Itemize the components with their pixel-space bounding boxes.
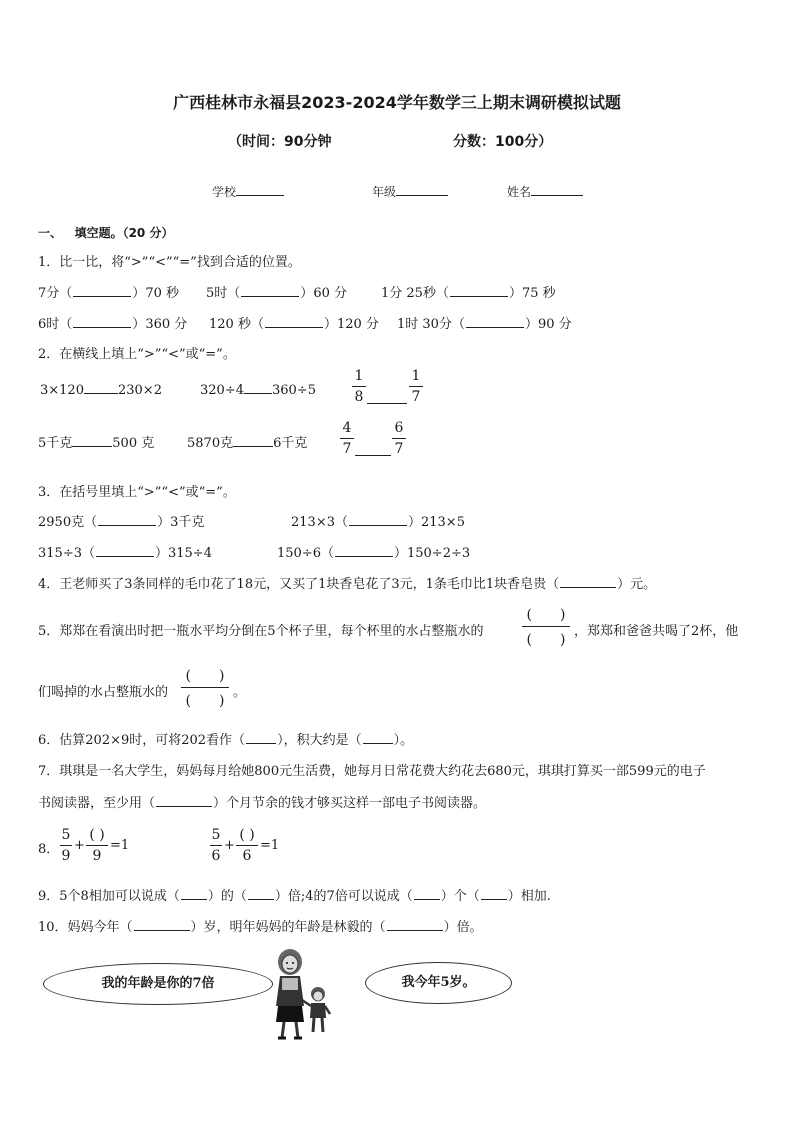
q2-prompt: 2．在横线上填上“>”“<”或“=”。 [38, 347, 236, 362]
answer-blank[interactable] [414, 887, 440, 900]
answer-blank[interactable] [363, 731, 393, 744]
grade-field[interactable]: 年级 [372, 183, 448, 200]
section-heading: 一、 填空题。（20 分） [38, 226, 174, 240]
answer-blank[interactable] [73, 284, 131, 297]
answer-blank[interactable] [73, 315, 131, 328]
speech-bubble-right: 我今年5岁。 [365, 962, 512, 1004]
answer-blank[interactable] [98, 513, 156, 526]
q9: 9．5个8相加可以说成（ ）的（ ）倍;4的7倍可以说成（ ）个（ ）相加. [38, 889, 551, 904]
answer-blank[interactable] [481, 887, 507, 900]
time-label: （时间：90分钟 [228, 134, 332, 150]
answer-blank[interactable] [96, 544, 154, 557]
name-field[interactable]: 姓名 [507, 183, 583, 200]
answer-blank[interactable] [156, 794, 212, 807]
fraction: 1 7 [409, 367, 423, 406]
answer-blank[interactable] [72, 433, 112, 447]
answer-blank[interactable] [349, 513, 407, 526]
q1-prompt: 1．比一比，将“>”“<”“=”找到合适的位置。 [38, 255, 301, 270]
q7-line2: 书阅读器，至少用（ ）个月节余的钱才够买这样一部电子书阅读器。 [38, 796, 487, 811]
page-title: 广西桂林市永福县2023-2024学年数学三上期末调研模拟试题 [173, 93, 621, 112]
fraction: 4 7 [340, 419, 354, 458]
mother-child-illustration [268, 944, 340, 1044]
speech-bubble-left: 我的年龄是你的7倍 [43, 963, 273, 1005]
fraction: 5 6 [211, 827, 221, 864]
q1-row1: 7分（ ）70 秒 [38, 286, 179, 301]
q3-prompt: 3．在括号里填上“>”“<”或“=”。 [38, 485, 236, 500]
answer-blank[interactable] [241, 284, 299, 297]
q10: 10．妈妈今年（ ）岁，明年妈妈的年龄是林毅的（ ）倍。 [38, 920, 483, 935]
answer-blank[interactable] [335, 544, 393, 557]
q5-line1-end: ，郑郑和爸爸共喝了2杯，他 [574, 624, 739, 639]
answer-blank[interactable] [466, 315, 524, 328]
mother-figure [276, 949, 304, 1038]
answer-blank[interactable] [560, 575, 616, 588]
school-field[interactable]: 学校 [212, 183, 284, 200]
q8-number: 8． [38, 842, 60, 857]
answer-fraction[interactable]: ( ) ( ) [181, 665, 229, 710]
answer-blank[interactable] [134, 918, 190, 931]
answer-blank[interactable] [244, 380, 272, 394]
q1-row2: 6时（ ）360 分 [38, 317, 188, 332]
fraction: 5 9 [61, 827, 71, 864]
answer-blank[interactable] [248, 887, 274, 900]
answer-fraction[interactable]: ( ) 9 [86, 826, 108, 865]
fraction: 1 8 [352, 367, 366, 406]
answer-blank[interactable] [181, 887, 207, 900]
score-label: 分数：100分） [453, 134, 553, 150]
answer-fraction[interactable]: ( ) ( ) [522, 604, 570, 649]
answer-blank[interactable] [84, 380, 118, 394]
answer-blank[interactable] [450, 284, 508, 297]
child-figure [302, 987, 330, 1032]
q4: 4．王老师买了3条同样的毛巾花了18元，又买了1块香皂花了3元，1条毛巾比1块香皂贵（ ）元。 [38, 577, 657, 592]
answer-blank[interactable] [355, 455, 391, 456]
fraction: 6 7 [392, 419, 406, 458]
answer-blank[interactable] [387, 918, 443, 931]
answer-fraction[interactable]: ( ) 6 [236, 826, 258, 865]
answer-blank[interactable] [265, 315, 323, 328]
answer-blank[interactable] [367, 403, 407, 404]
q7-line1: 7．琪琪是一名大学生，妈妈每月给她800元生活费，她每月日常花费大约花去680元，琪琪打算买一部599元的电子 [38, 764, 706, 779]
answer-blank[interactable] [233, 433, 273, 447]
q5-line1: 5．郑郑在看演出时把一瓶水平均分倒在5个杯子里，每个杯里的水占整瓶水的 [38, 624, 484, 639]
answer-blank[interactable] [246, 731, 276, 744]
q5-line2: 们喝掉的水占整瓶水的 [38, 685, 169, 700]
q6: 6．估算202×9时，可将202看作（ ），积大约是（ ）。 [38, 733, 414, 748]
